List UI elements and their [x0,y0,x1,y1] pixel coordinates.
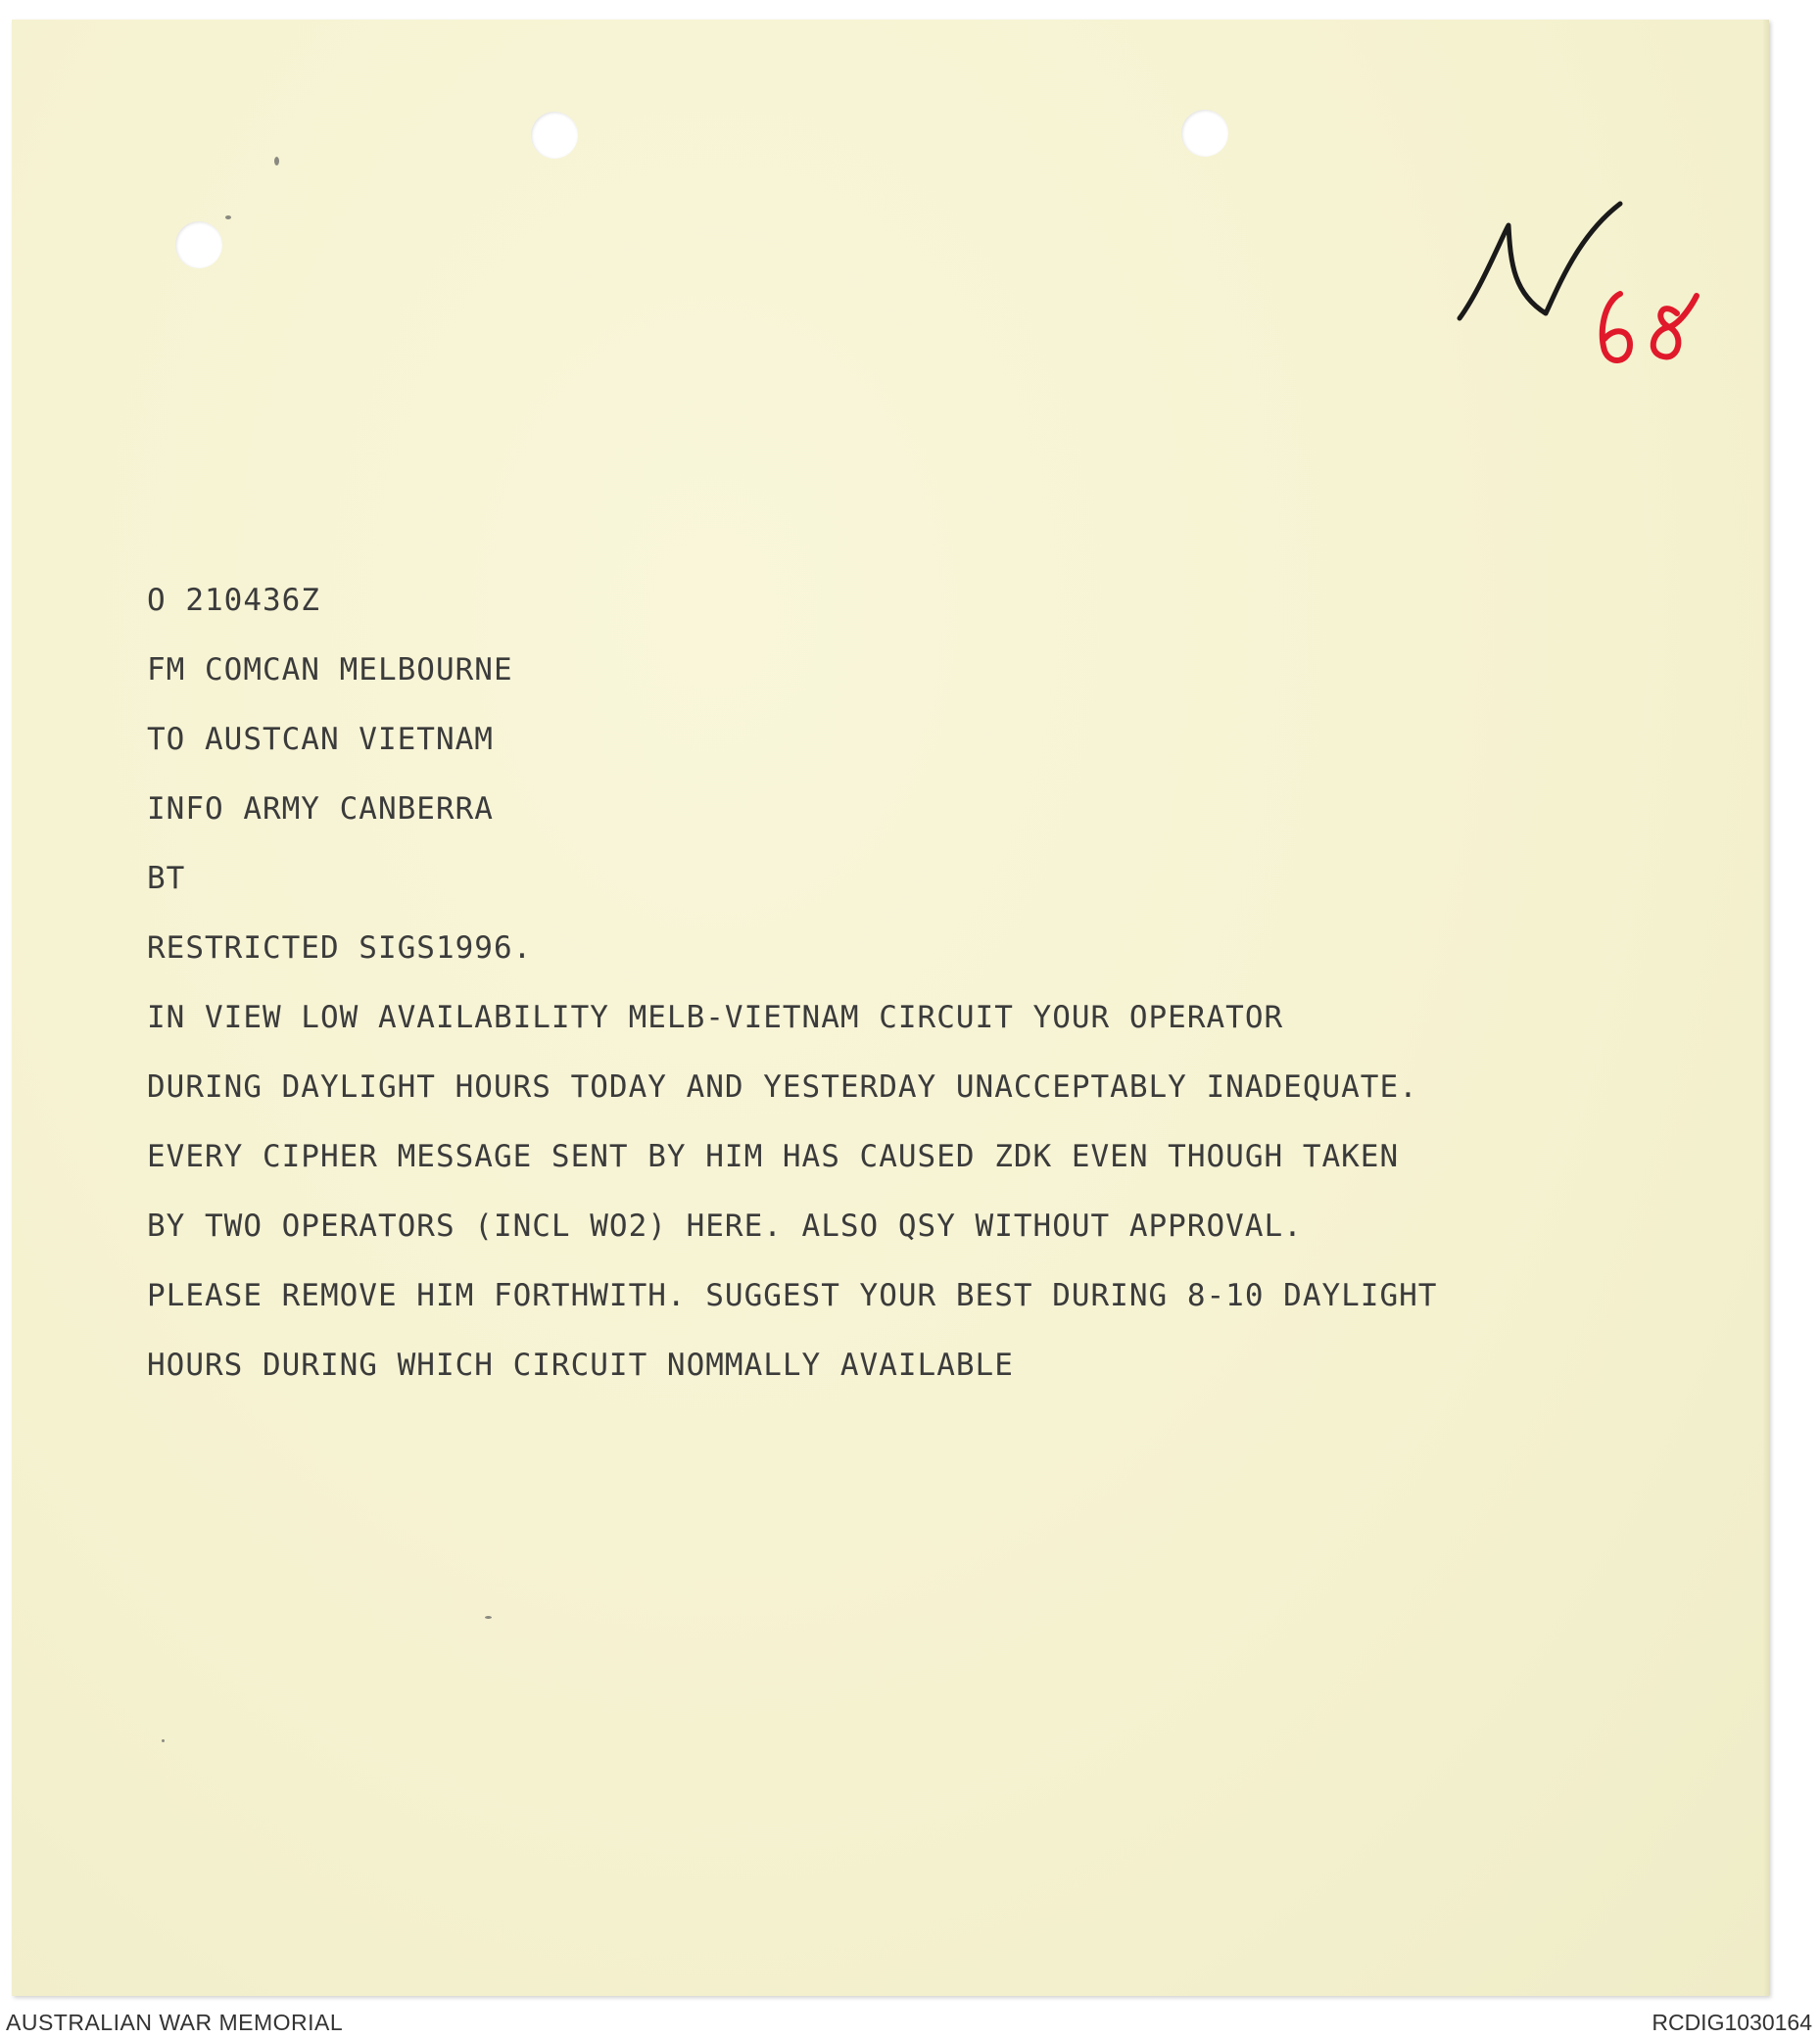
message-body-line: BY TWO OPERATORS (INCL WO2) HERE. ALSO QSY WITHOUT APPROVAL. [147,1209,1303,1244]
paper-speck [225,215,231,219]
message-break: BT [147,861,186,896]
handwritten-mark-n [1460,204,1620,318]
message-body-line: DURING DAYLIGHT HOURS TODAY AND YESTERDAY UNACCEPTABLY INADEQUATE. [147,1069,1418,1105]
paper-speck [274,157,279,166]
punch-hole-top-left [531,112,578,159]
message-from: FM COMCAN MELBOURNE [147,652,513,688]
teleprinter-message [147,580,1714,1414]
paper-speck [485,1616,492,1619]
punch-hole-left [175,221,222,268]
paper-speck [162,1739,165,1742]
message-body-line: HOURS DURING WHICH CIRCUIT NOMMALLY AVAILABLE [147,1348,1014,1383]
document-page [12,20,1769,1996]
message-body-line: PLEASE REMOVE HIM FORTHWITH. SUGGEST YOUR BEST DURING 8-10 DAYLIGHT [147,1278,1438,1313]
message-to: TO AUSTCAN VIETNAM [147,722,494,757]
handwritten-annotation [1452,196,1726,392]
message-body-line: IN VIEW LOW AVAILABILITY MELB-VIETNAM CIRCUIT YOUR OPERATOR [147,1000,1284,1035]
record-id: RCDIG1030164 [1652,2010,1812,2035]
message-info: INFO ARMY CANBERRA [147,791,494,827]
message-classification: RESTRICTED SIGS1996. [147,930,533,966]
message-precedence-dtg: O 210436Z [147,583,320,618]
institution-name: AUSTRALIAN WAR MEMORIAL [6,2010,344,2035]
paper-edge [1763,20,1769,1996]
punch-hole-top-right [1181,110,1228,157]
archive-footer [0,2006,1820,2039]
folio-number [1603,294,1697,360]
message-body-line: EVERY CIPHER MESSAGE SENT BY HIM HAS CAUSED ZDK EVEN THOUGH TAKEN [147,1139,1400,1174]
